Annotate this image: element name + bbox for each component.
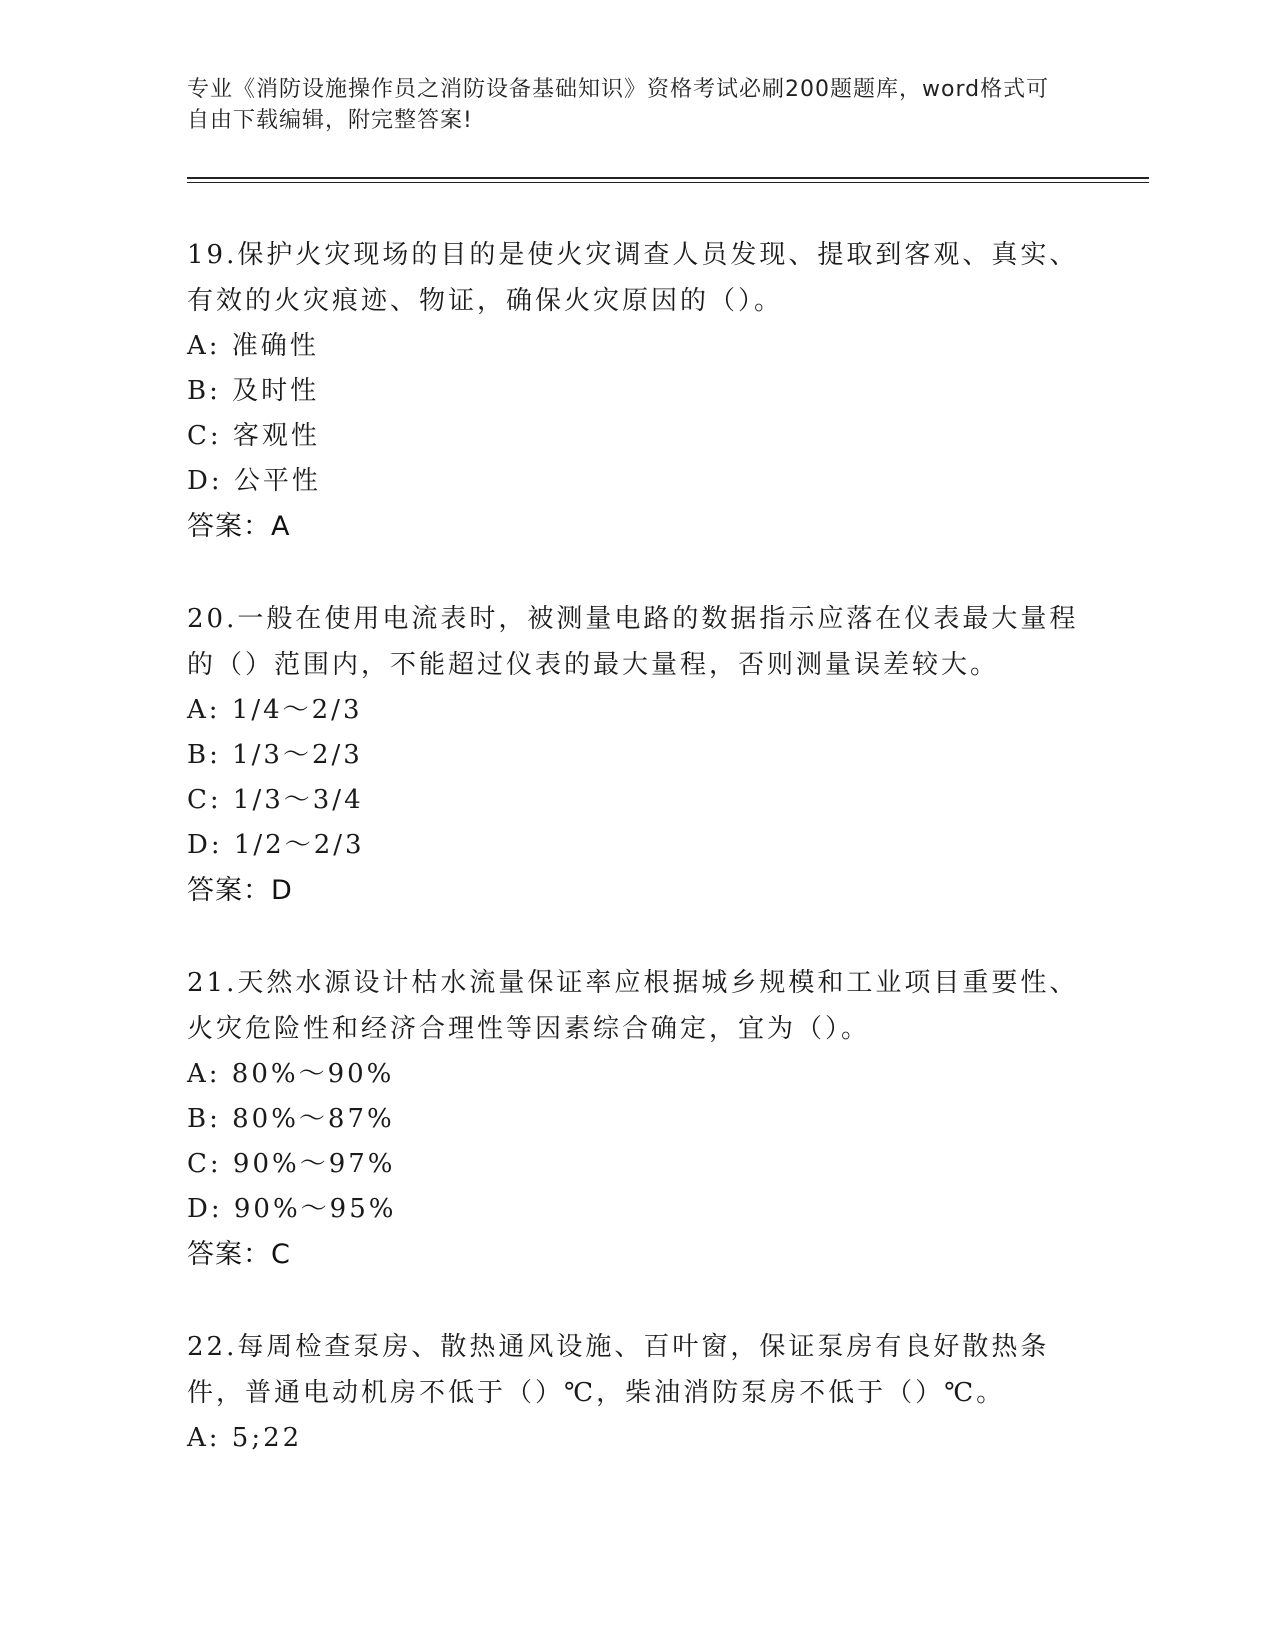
question-stem: 20.一般在使用电流表时，被测量电路的数据指示应落在仪表最大量程的（）范围内，不能超过仪表的最大量程，否则测量误差较大。 (187, 604, 1079, 680)
option-c: C: 1/3～3/4 (187, 785, 364, 815)
option-d: D: 1/2～2/3 (187, 830, 365, 860)
answer-line: 答案：A (187, 511, 291, 542)
option-a: A: 1/4～2/3 (187, 695, 363, 725)
option-d: D: 90%～95% (187, 1194, 397, 1224)
option-a: A: 5;22 (187, 1423, 303, 1453)
question-list (187, 232, 1087, 1507)
question-stem: 22.每周检查泵房、散热通风设施、百叶窗，保证泵房有良好散热条件，普通电动机房不低于（）℃，柴油消防泵房不低于（）℃。 (187, 1332, 1050, 1408)
question-stem: 21.天然水源设计枯水流量保证率应根据城乡规模和工业项目重要性、火灾危险性和经济合理性等因素综合确定，宜为（）。 (187, 968, 1079, 1044)
answer-line: 答案：D (187, 875, 293, 906)
question-19 (187, 232, 1087, 550)
option-a: A: 80%～90% (187, 1059, 395, 1089)
answer-line: 答案：C (187, 1239, 291, 1270)
question-22 (187, 1324, 1087, 1461)
question-stem: 19.保护火灾现场的目的是使火灾调查人员发现、提取到客观、真实、有效的火灾痕迹、物证，确保火灾原因的（）。 (187, 240, 1079, 316)
option-a: A: 准确性 (187, 331, 319, 361)
header-divider-thick (187, 177, 1149, 179)
document-header: 专业《消防设施操作员之消防设备基础知识》资格考试必刷200题题库，word格式可自由下载编辑，附完整答案! (187, 77, 1050, 133)
option-d: D: 公平性 (187, 466, 321, 496)
question-21 (187, 960, 1087, 1278)
option-c: C: 客观性 (187, 421, 320, 451)
option-b: B: 及时性 (187, 376, 320, 406)
option-c: C: 90%～97% (187, 1149, 396, 1179)
question-20 (187, 596, 1087, 914)
option-b: B: 80%～87% (187, 1104, 395, 1134)
header-divider-thin (187, 182, 1149, 183)
option-b: B: 1/3～2/3 (187, 740, 363, 770)
